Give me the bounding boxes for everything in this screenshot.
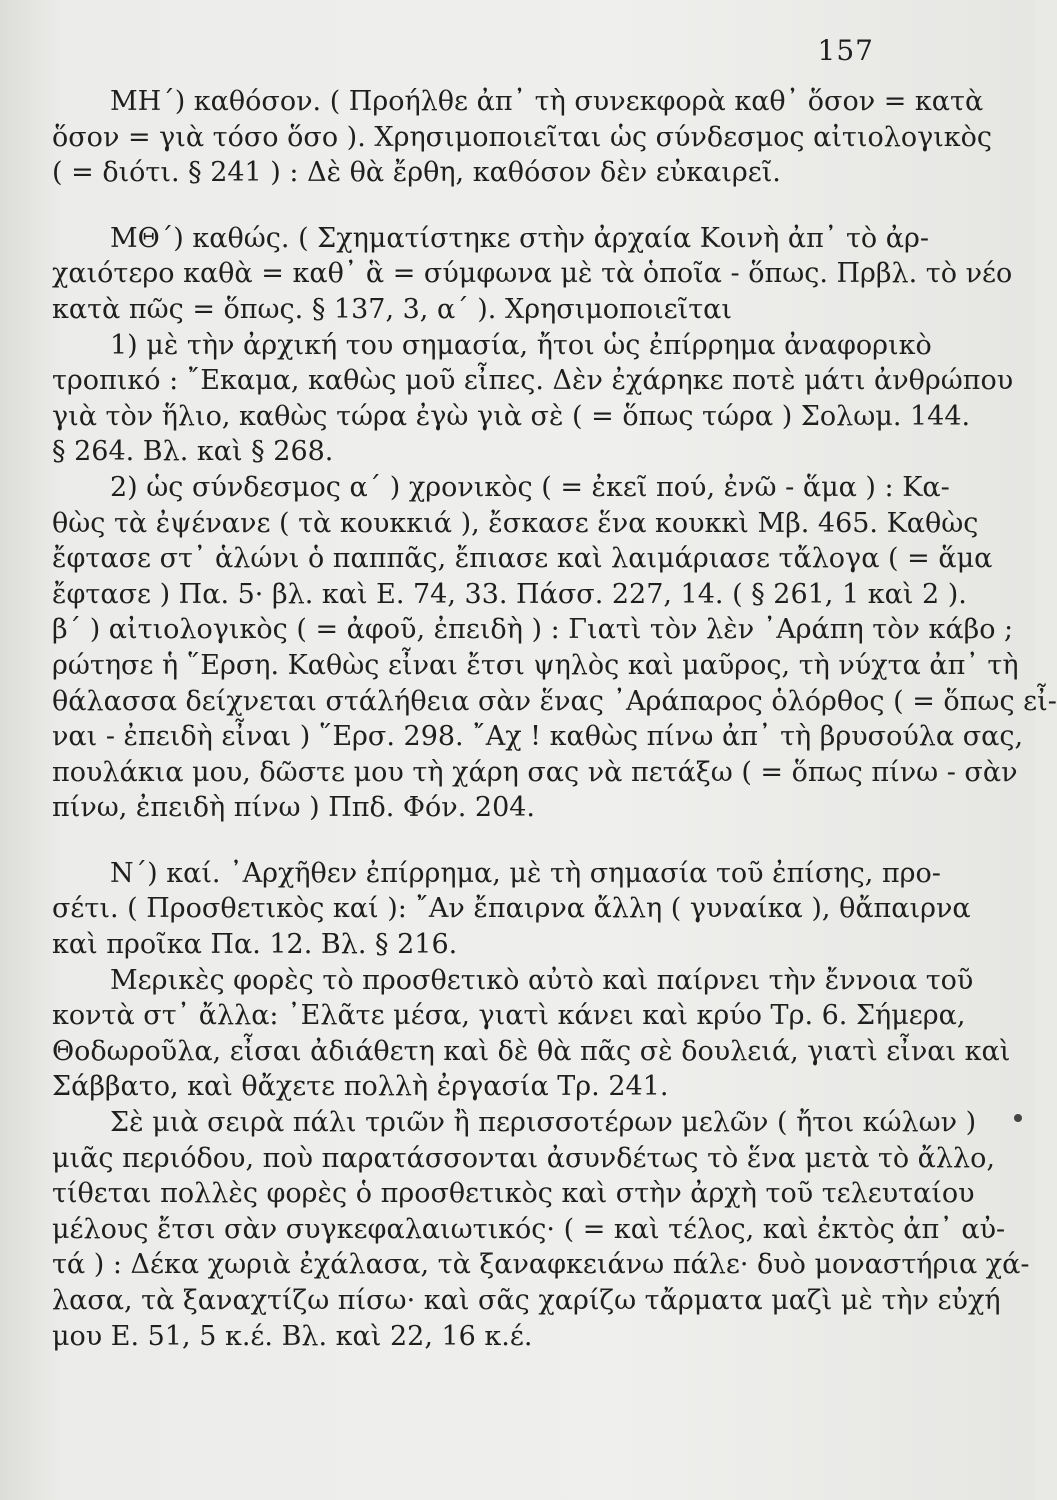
page-body [52, 84, 1057, 1354]
text-line: τά ) : Δέκα χωριὰ ἐχάλασα, τὰ ξαναφκειάνω πάλε· δυὸ μοναστήρια χά- [52, 1249, 1030, 1281]
text-line: ΜΗ΄) καθόσον. ( Προήλθε ἀπ᾽ τὴ συνεκφορὰ καθ᾽ ὅσον = κατὰ [110, 86, 984, 117]
text-line: σέτι. ( Προσθετικὸς καί ): ῎Αν ἔπαιρνα ἄλλη ( γυναίκα ), θἄπαιρνα [52, 893, 971, 925]
text-line: κοντὰ στ᾽ ἄλλα: ᾽Ελᾶτε μέσα, γιατὶ κάνει καὶ κρύο Τρ. 6. Σήμερα, [52, 1000, 966, 1032]
text-line: τίθεται πολλὲς φορὲς ὁ προσθετικὸς καὶ στὴν ἀρχὴ τοῦ τελευταίου [52, 1178, 975, 1210]
text-line: ( = διότι. § 241 ) : Δὲ θὰ ἔρθη, καθόσον δὲν εὐκαιρεῖ. [52, 157, 781, 189]
text-line: Σάββατο, καὶ θἄχετε πολλὴ ἐργασία Τρ. 241. [52, 1071, 669, 1103]
text-line: 2) ὡς σύνδεσμος α΄ ) χρονικὸς ( = ἐκεῖ πού, ἐνῶ - ἅμα ) : Κα- [110, 471, 950, 503]
text-line: χαιότερο καθὰ = καθ᾽ ἃ = σύμφωνα μὲ τὰ ὁποῖα - ὅπως. Πρβλ. τὸ νέο [52, 258, 1013, 290]
text-line: Μερικὲς φορὲς τὸ προσθετικὸ αὐτὸ καὶ παίρνει τὴν ἔννοια τοῦ [110, 964, 974, 996]
text-line: ΜΘ΄) καθώς. ( Σχηματίστηκε στὴν ἀρχαία Κοινὴ ἀπ᾽ τὸ ἀρ- [110, 222, 929, 254]
section-gap [52, 191, 932, 221]
text-line: πίνω, ἐπειδὴ πίνω ) Ππδ. Φόν. 204. [52, 792, 536, 824]
text-line: γιὰ τὸν ἥλιο, καθὼς τώρα ἐγὼ γιὰ σὲ ( = ὅπως τώρα ) Σολωμ. 144. [52, 400, 971, 432]
text-line: ρώτησε ἡ ῞Ερση. Καθὼς εἶναι ἔτσι ψηλὸς καὶ μαῦρος, τὴ νύχτα ἀπ᾽ τὴ [52, 649, 1019, 681]
text-line: θὼς τὰ ἐψένανε ( τὰ κουκκιά ), ἔσκασε ἕνα κουκκὶ Μβ. 465. Καθὼς [52, 507, 979, 539]
text-line: μιᾶς περιόδου, ποὺ παρατάσσονται ἀσυνδέτως τὸ ἕνα μετὰ τὸ ἄλλο, [52, 1142, 995, 1174]
text-line: κατὰ πῶς = ὅπως. § 137, 3, α΄ ). Χρησιμοποιεῖται [52, 293, 732, 325]
text-line: 1) μὲ τὴν ἀρχική του σημασία, ἤτοι ὡς ἐπίρρημα ἀναφορικὸ [110, 329, 932, 361]
section-gap [52, 826, 932, 856]
text-line: καὶ προῖκα Πα. 12. Βλ. § 216. [52, 929, 458, 961]
text-line: τροπικό : ῎Εκαμα, καθὼς μοῦ εἶπες. Δὲν ἐχάρηκε ποτὲ μάτι ἀνθρώπου [52, 365, 1014, 397]
page-number: 157 [817, 34, 874, 67]
text-line: Σὲ μιὰ σειρὰ πάλι τριῶν ἢ περισσοτέρων μελῶν ( ἤτοι κώλων ) [110, 1107, 977, 1139]
ink-spot [1014, 1114, 1022, 1122]
text-line: μέλους ἔτσι σὰν συγκεφαλαιωτικός· ( = καὶ τέλος, καὶ ἐκτὸς ἀπ᾽ αὐ- [52, 1213, 1006, 1245]
text-line: πουλάκια μου, δῶστε μου τὴ χάρη σας νὰ πετάξω ( = ὅπως πίνω - σὰν [52, 756, 1018, 788]
text-line: ὅσον = γιὰ τόσο ὅσο ). Χρησιμοποιεῖται ὡς σύνδεσμος αἰτιολογικὸς [52, 121, 993, 153]
text-line: ναι - ἐπειδὴ εἶναι ) ῞Ερσ. 298. ῎Αχ ! καθὼς πίνω ἀπ᾽ τὴ βρυσούλα σας, [52, 721, 1024, 753]
text-line: μου Ε. 51, 5 κ.έ. Βλ. καὶ 22, 16 κ.έ. [52, 1320, 533, 1352]
text-line: β΄ ) αἰτιολογικὸς ( = ἀφοῦ, ἐπειδὴ ) : Γιατὶ τὸν λὲν ᾽Αράπη τὸν κάβο ; [52, 614, 1014, 646]
text-line: ἔφτασε ) Πα. 5· βλ. καὶ Ε. 74, 33. Πάσσ. 227, 14. ( § 261, 1 καὶ 2 ). [52, 578, 967, 610]
text-line: Ν΄) καί. ᾽Αρχῆθεν ἐπίρρημα, μὲ τὴ σημασία τοῦ ἐπίσης, προ- [110, 857, 941, 889]
text-line: θάλασσα δείχνεται στάλήθεια σὰν ἕνας ᾽Αράπαρος ὁλόρθος ( = ὅπως εἶ- [52, 685, 1057, 717]
text-line: λασα, τὰ ξαναχτίζω πίσω· καὶ σᾶς χαρίζω τἄρματα μαζὶ μὲ τὴν εὐχή [52, 1285, 1001, 1316]
text-line: Θοδωροῦλα, εἶσαι ἀδιάθετη καὶ δὲ θὰ πᾶς σὲ δουλειά, γιατὶ εἶναι καὶ [52, 1035, 1011, 1067]
text-line: ἔφτασε στ᾽ ἁλώνι ὁ παππᾶς, ἔπιασε καὶ λαιμάριασε τἄλογα ( = ἅμα [52, 543, 993, 575]
text-line: § 264. Βλ. καὶ § 268. [52, 436, 334, 468]
